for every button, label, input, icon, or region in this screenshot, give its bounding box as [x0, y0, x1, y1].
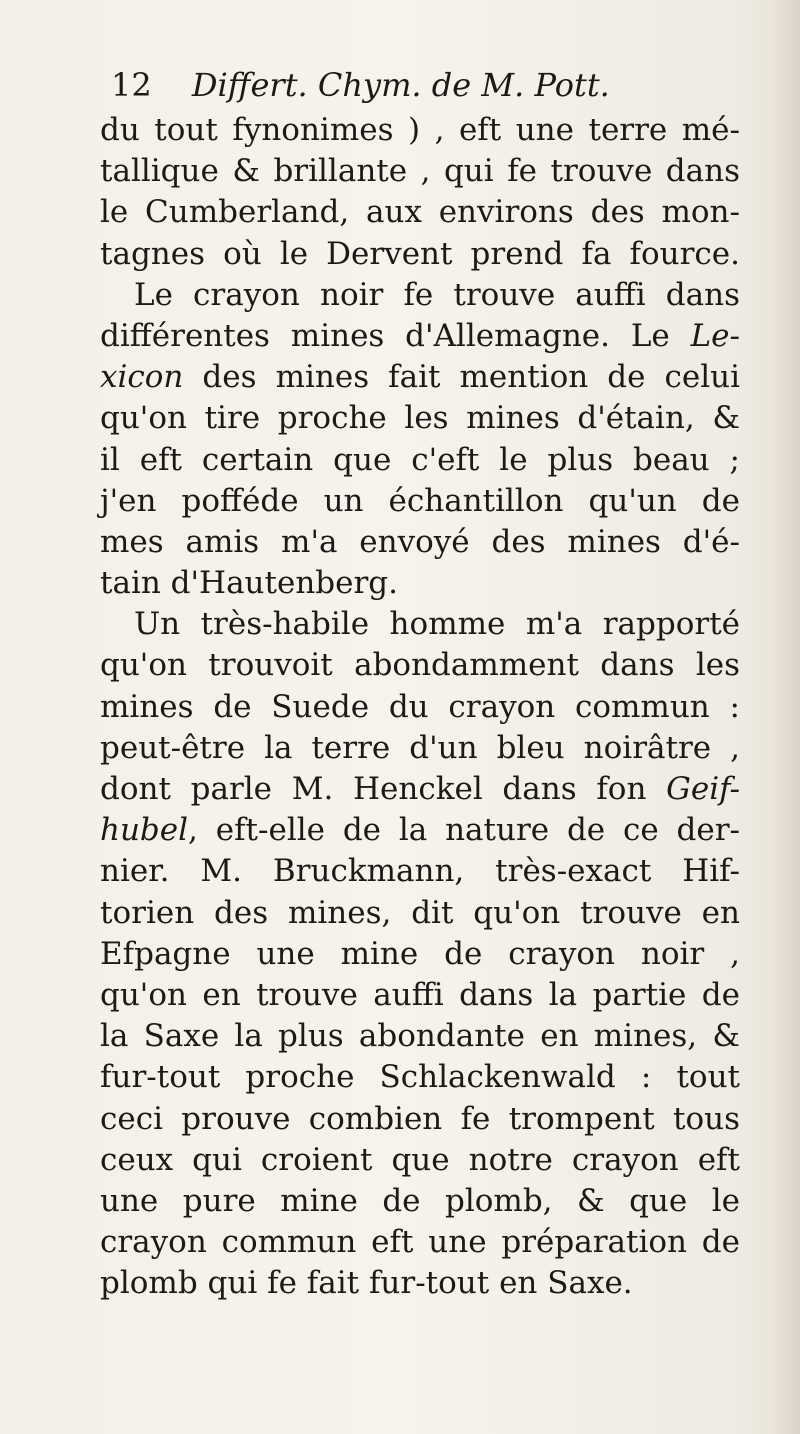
paragraph-first-line: Le crayon noir fe trouve auffi dans: [134, 276, 740, 313]
text-line: une pure mine de plomb, & que le: [100, 1182, 740, 1219]
text-line: fur-tout proche Schlackenwald : tout: [100, 1059, 740, 1096]
paragraph-last-line: tain d'Hautenberg.: [100, 565, 398, 602]
text-line: la Saxe la plus abondante en mines, &: [100, 1018, 740, 1055]
text-line: xicon des mines fait mention de celui: [100, 359, 740, 396]
text-line: qu'on tire proche les mines d'étain, &: [100, 400, 740, 437]
text-line: qu'on trouvoit abondamment dans les: [100, 647, 740, 684]
page-edge-shadow: [772, 0, 800, 1434]
text-line: ceux qui croient que notre crayon eft: [100, 1141, 740, 1178]
text-line: mines de Suede du crayon commun :: [100, 688, 740, 725]
text-line: dont parle M. Henckel dans fon Geif-: [100, 771, 740, 807]
text-line: crayon commun eft une préparation de: [100, 1224, 740, 1261]
paragraph-last-line: plomb qui fe fait fur-tout en Saxe.: [100, 1265, 633, 1302]
text-line: j'en pofféde un échantillon qu'un de: [100, 482, 740, 519]
italic-word: Geif-: [666, 771, 740, 807]
text-line: Efpagne une mine de crayon noir ,: [100, 935, 740, 972]
body-text: [100, 110, 740, 1304]
running-title: Differt. Chym. de M. Pott.: [191, 66, 610, 104]
text-line: qu'on en trouve auffi dans la partie de: [100, 976, 740, 1013]
text-line: torien des mines, dit qu'on trouve en: [100, 894, 740, 931]
text-line: hubel, eft-elle de la nature de ce der-: [100, 812, 740, 849]
text-line: mes amis m'a envoyé des mines d'é-: [100, 523, 740, 560]
text-line: tallique & brillante , qui fe trouve dans: [100, 153, 740, 190]
text-line: différentes mines d'Allemagne. Le Le-: [100, 317, 740, 354]
paragraph-first-line: Un très-habile homme m'a rapporté: [134, 606, 740, 643]
page-header: [111, 64, 610, 106]
text-line: ceci prouve combien fe trompent tous: [100, 1100, 740, 1137]
text-line: tagnes où le Dervent prend fa fource.: [100, 235, 740, 272]
text-line: peut-être la terre d'un bleu noirâtre ,: [100, 729, 740, 766]
italic-word: Le-: [690, 317, 740, 354]
text-line: il eft certain que c'eft le plus beau ;: [100, 441, 740, 478]
page-number: 12: [111, 66, 152, 104]
text-line: le Cumberland, aux environs des mon-: [100, 194, 740, 231]
text-line: nier. M. Bruckmann, très-exact Hif-: [100, 853, 740, 890]
italic-word: xicon: [100, 359, 184, 396]
text-line: du tout fynonimes ) , eft une terre mé-: [100, 112, 740, 148]
italic-word: hubel: [100, 812, 189, 849]
